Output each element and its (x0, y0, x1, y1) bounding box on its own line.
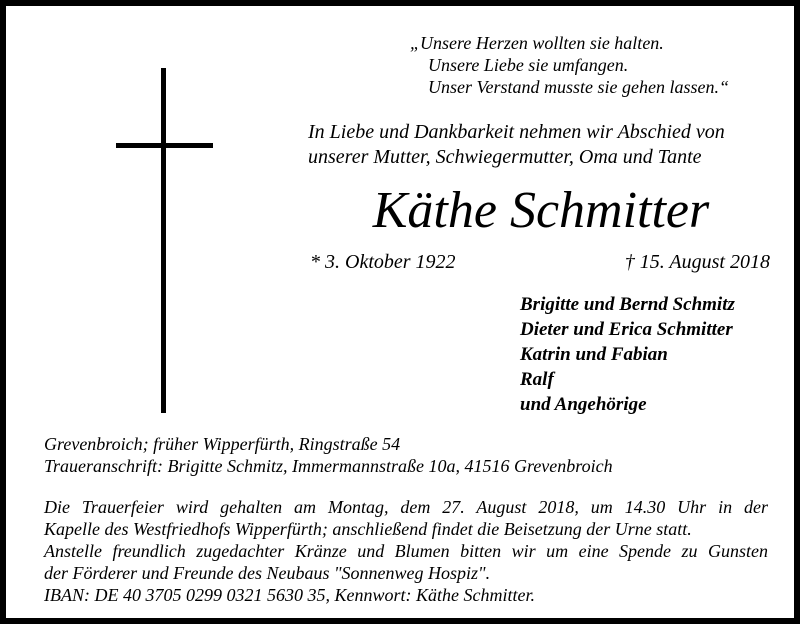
mourners-list (520, 292, 735, 417)
quote-line: Unsere Liebe sie umfangen. (428, 55, 629, 75)
quote-line: Unser Verstand musste sie gehen lassen.“ (428, 77, 729, 97)
mourner-name: Katrin und Fabian (520, 344, 668, 365)
intro-line: unserer Mutter, Schwiegermutter, Oma und Tante (308, 146, 702, 168)
cross-horizontal-bar (116, 143, 213, 148)
residence-line: Grevenbroich; früher Wipperfürth, Ringstraße 54 (44, 434, 401, 454)
farewell-intro (308, 120, 725, 170)
bank-details-line: IBAN: DE 40 3705 0299 0321 5630 35, Kennwort: Käthe Schmitter. (44, 585, 535, 605)
quote-line: „Unsere Herzen wollten sie halten. (410, 33, 664, 53)
ceremony-notice (44, 496, 768, 606)
mourning-address-line: Traueranschrift: Brigitte Schmitz, Immermannstraße 10a, 41516 Grevenbroich (44, 456, 613, 476)
donation-line: der Förderer und Freunde des Neubaus "Sonnenweg Hospiz". (44, 563, 491, 583)
ceremony-line: Kapelle des Westfriedhofs Wipperfürth; anschließend findet die Beisetzung der Urne statt. (44, 519, 692, 539)
intro-line: In Liebe und Dankbarkeit nehmen wir Abschied von (308, 121, 725, 143)
ceremony-line: Die Trauerfeier wird gehalten am Montag, dem 27. August 2018, um 14.30 Uhr in der (44, 497, 768, 517)
death-date: † 15. August 2018 (624, 251, 770, 273)
birth-date: * 3. Oktober 1922 (310, 251, 456, 273)
epigraph-quote (410, 32, 729, 98)
mourner-name: Brigitte und Bernd Schmitz (520, 294, 735, 315)
deceased-name: Käthe Schmitter (372, 182, 710, 239)
mourner-name: Dieter und Erica Schmitter (520, 319, 733, 340)
mourner-name: Ralf (520, 369, 554, 390)
address-block (44, 433, 613, 477)
donation-line: Anstelle freundlich zugedachter Kränze und Blumen bitten wir um eine Spende zu Gunsten (44, 541, 768, 561)
cross-vertical-bar (161, 68, 166, 413)
mourner-name: und Angehörige (520, 394, 647, 415)
